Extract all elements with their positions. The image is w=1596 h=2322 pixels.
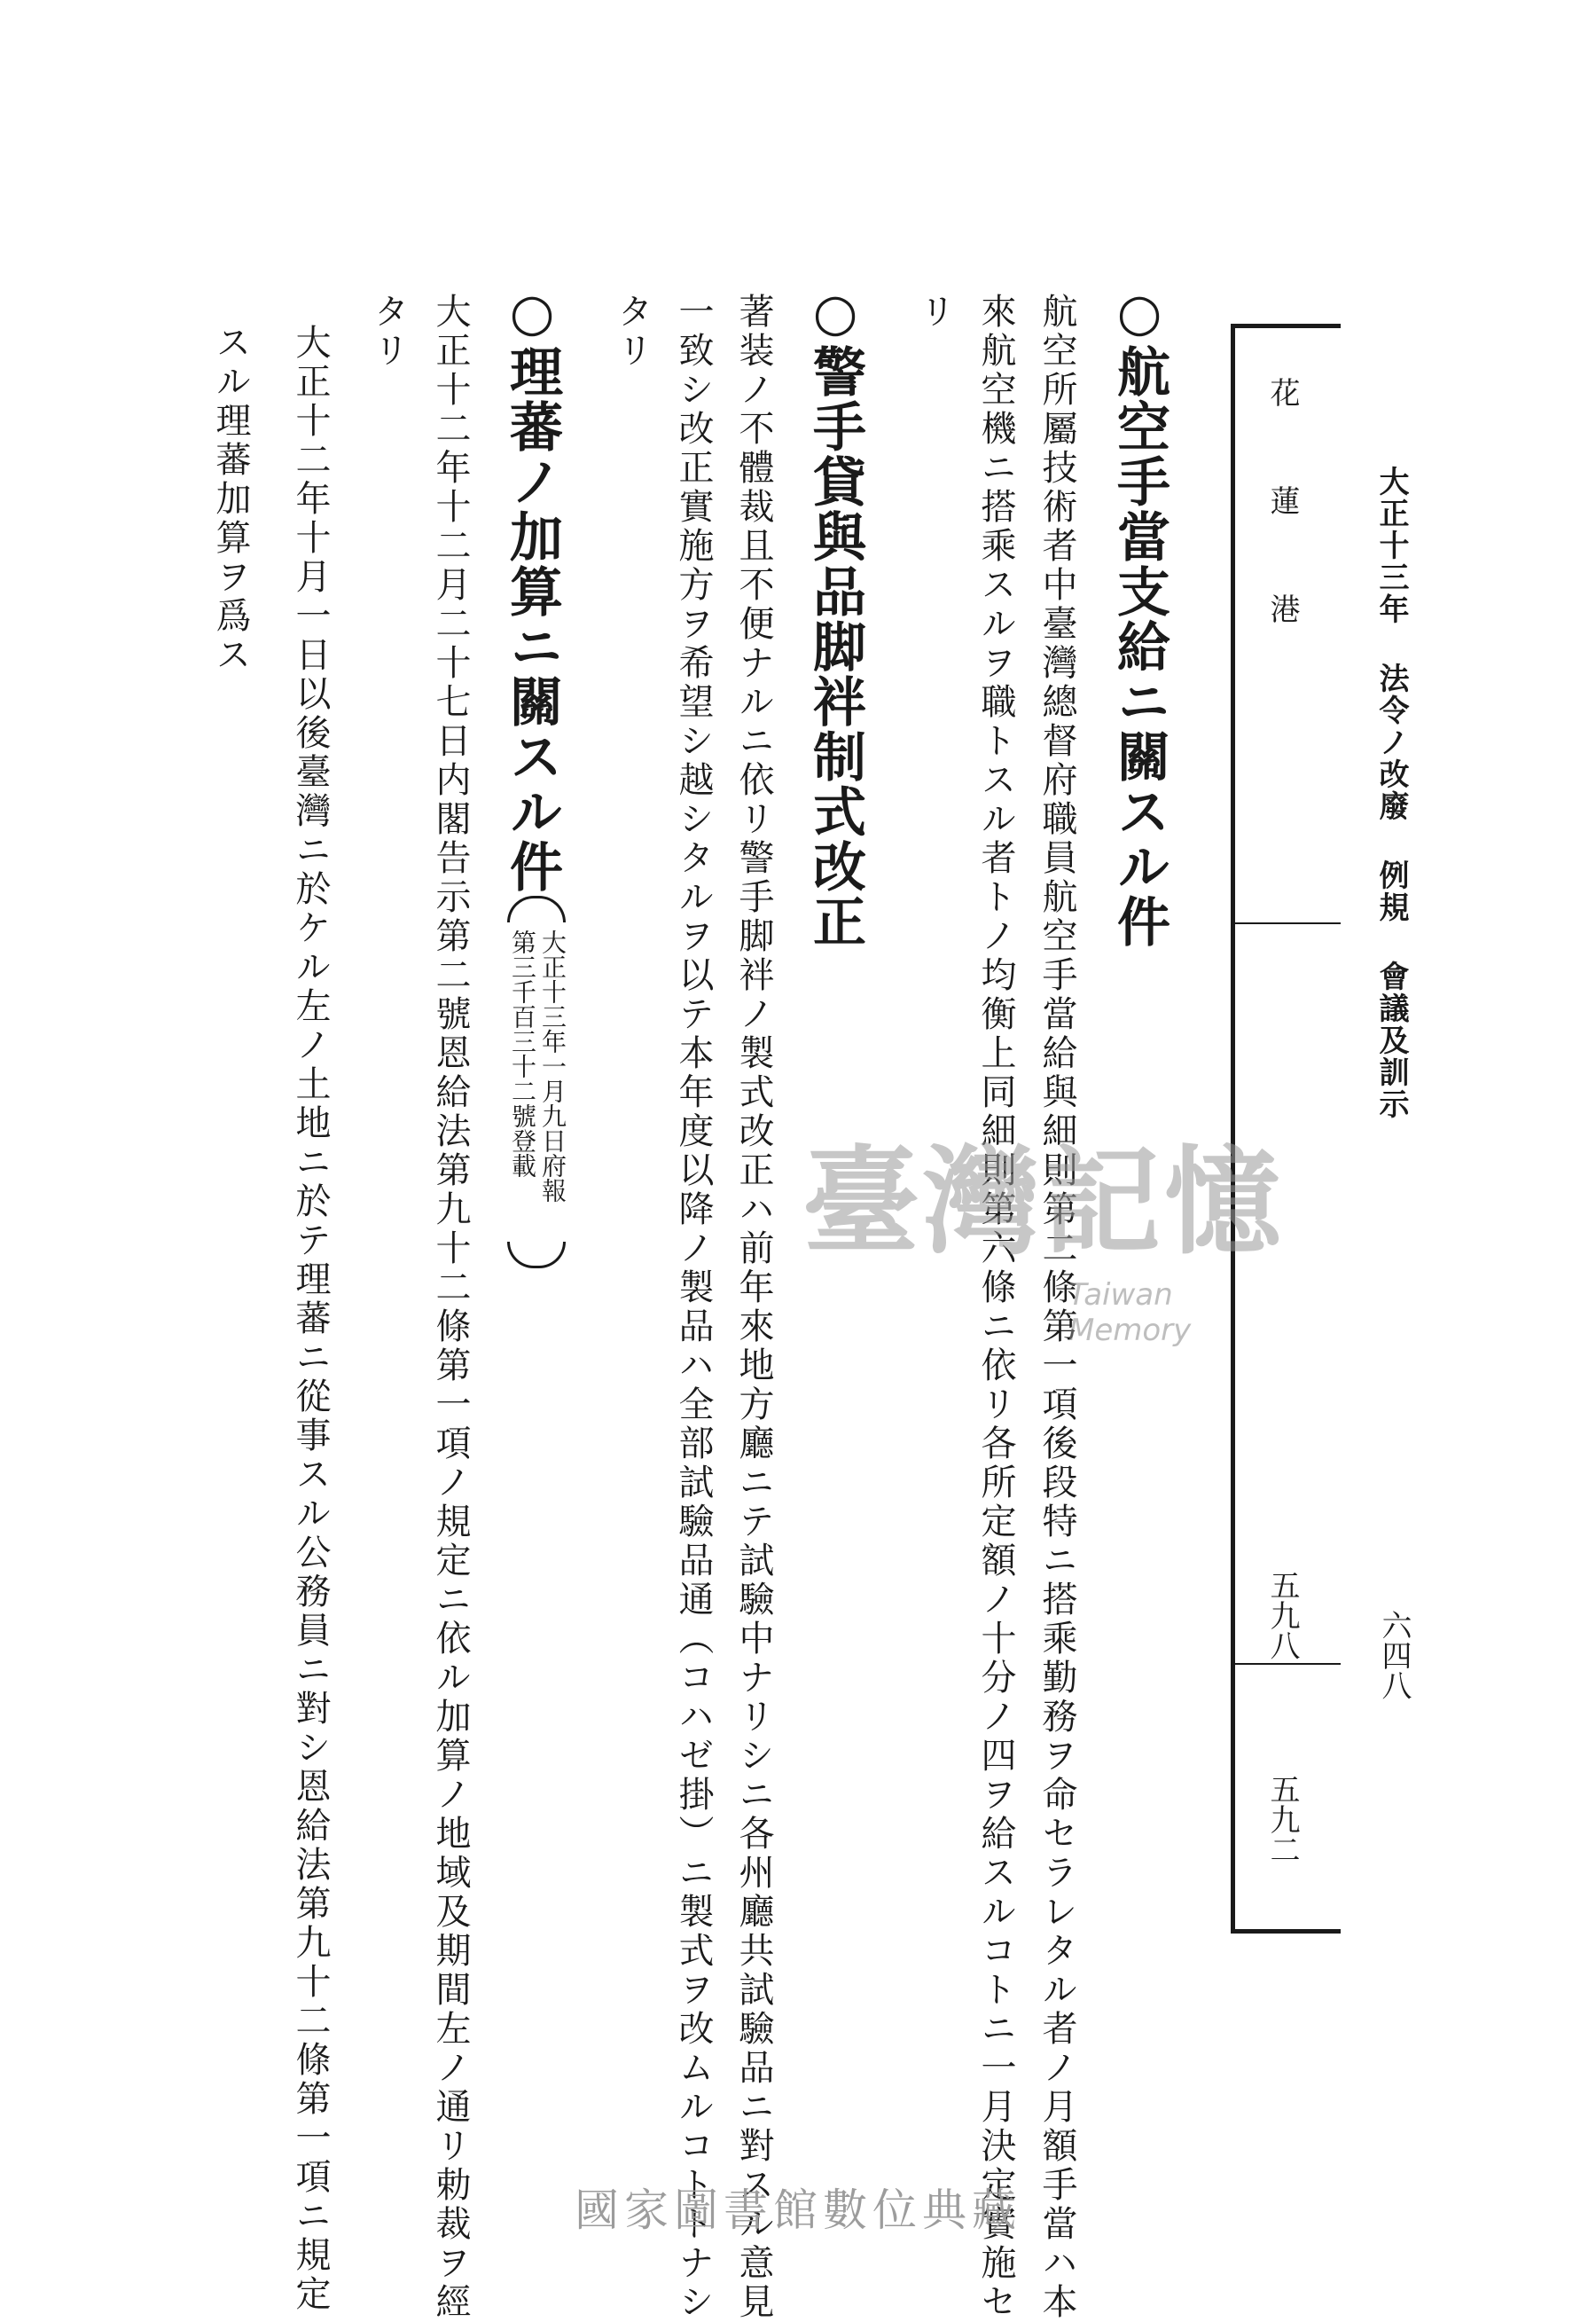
running-header: 大正十三年 法令ノ改廢 例規 會議及訓示 [1373,466,1409,1120]
section-heading-text: 理蕃ノ加算ニ關スル件 [501,344,563,894]
body-line: 著装ノ不體裁且不便ナルニ依リ警手脚袢ノ製式改正ハ前年來地方廳ニテ試驗中ナリシニ各州廳共試驗品ニ對スル意見 [733,293,774,2322]
side-table [1231,324,1341,1934]
body-line: 大正十二年十月一日以後臺灣ニ於ケル左ノ土地ニ於テ理蕃ニ從事スル公務員ニ對シ恩給法第九十二條第一項ニ規定 [290,324,331,2314]
heading-circle-mark: ○ [502,282,562,344]
body-line: スル理蕃加算ヲ爲ス [210,324,251,675]
taiwan-memory-watermark [802,1134,1299,1348]
section-heading-text: 航空手當支給ニ關スル件 [1108,344,1170,949]
body-line: 一致シ改正實施方ヲ希望シ越シタルヲ以テ本年度以降ノ製品ハ全部試驗品通（コハゼ掛）ニ製式ヲ改ムルコトトナシ [673,293,714,2322]
section-heading [1108,282,1170,949]
watermark-main-text: 臺灣記憶 [802,1134,1285,1271]
body-line: 大正十二年十二月二十七日内閣告示第二號恩給法第九十二條第一項ノ規定ニ依ル加算ノ地域及期間左ノ通リ勅裁ヲ經 [430,293,471,2322]
body-line: タリ [368,293,409,371]
section-heading [501,282,563,894]
note-parenthesis [507,896,566,922]
page-number: 六四八 [1376,1610,1412,1700]
body-line: 來航空機ニ搭乘スルヲ職トスル者トノ均衡上同細則第六條ニ依リ各所定額ノ十分ノ四ヲ給スルコトニ一月決定實施セ [975,293,1016,2322]
body-line: タリ [612,293,653,371]
footer-collection-label: 國家圖書館數位典藏 [575,2185,1021,2236]
body-line: 航空所屬技術者中臺灣總督府職員航空手當給與細則第二條第一項後段特ニ搭乘勤務ヲ命セラレタル者ノ月額手當ハ本 [1037,293,1077,2322]
side-table-number-upper: 五九八 [1264,1570,1300,1660]
side-table-place: 花蓮港 [1264,377,1300,702]
note-line: 大正十三年一月九日府報 [538,930,567,1203]
note-parenthesis [507,1242,566,1268]
side-table-divider [1235,1663,1341,1665]
publication-note [497,896,576,1268]
heading-circle-mark: ○ [805,282,865,344]
side-table-number-lower: 五九二 [1264,1774,1300,1864]
body-line: リ [914,293,955,332]
watermark-sub-text: Taiwan Memory [1068,1277,1192,1348]
section-heading-text: 警手貸與品脚袢制式改正 [804,344,866,949]
heading-circle-mark: ○ [1109,282,1170,344]
note-line: 第三千百三十二號登載 [508,930,537,1178]
side-table-divider [1235,922,1341,924]
section-heading [804,282,866,949]
